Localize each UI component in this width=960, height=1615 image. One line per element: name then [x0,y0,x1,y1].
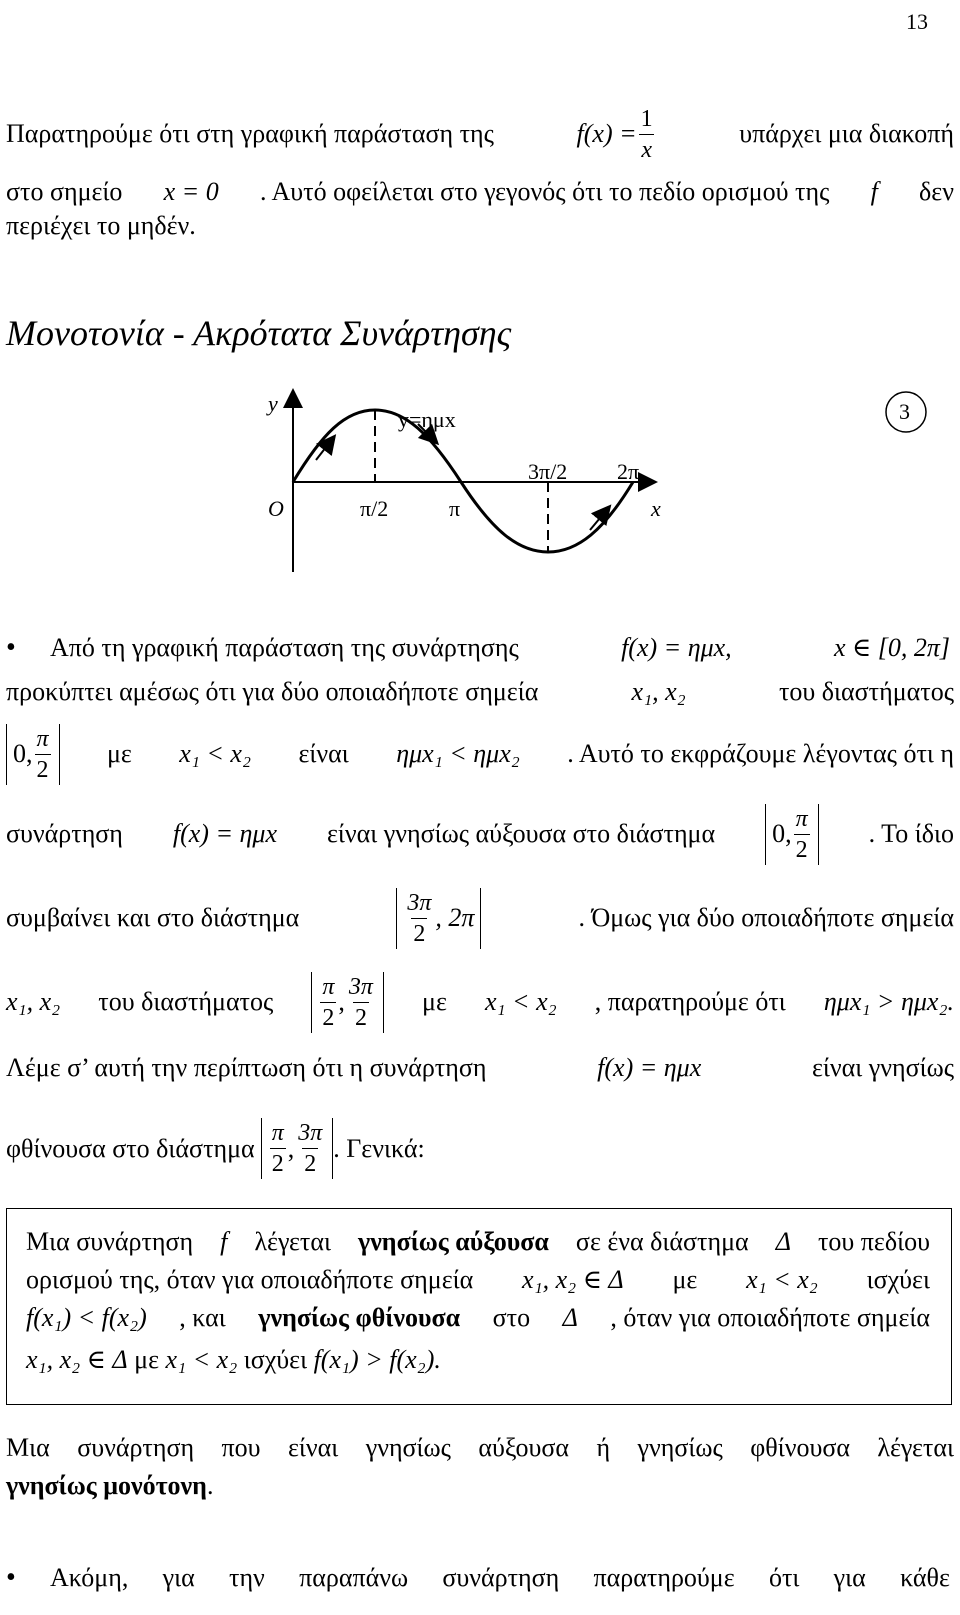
interval-3pi-2-2pi: $\frac{3\pi}{2}$ , 2π [396,888,481,949]
interval-0-pi-2-b: 0, $\frac{\pi}{2}$ [765,804,819,865]
tick-2pi: 2π [617,459,640,484]
def-line-4: x₁, x₂ ∈ Δ με x₁ < x₂ ισχύει f(x₁) > f(x₂). [26,1345,441,1374]
bullet-2: • [6,1562,16,1593]
def-line-2: ορισμού της, όταν για οποιαδήποτε σημεία x₁, x₂ ∈ Δ με x₁ < x₂ ισχύει [26,1265,930,1294]
para3-line-1: Ακόμη, για την παραπάνω συνάρτηση παρατηρούμε ότι για κάθε [50,1563,950,1592]
para1-line-2: προκύπτει αμέσως ότι για δύο οποιαδήποτε σημεία x₁, x₂ του διαστήματος [6,677,954,706]
para1-line-7: Λέμε σ’ αυτή την περίπτωση ότι η συνάρτηση f(x) = ημx είναι γνησίως [6,1053,954,1082]
term-strictly-increasing: γνησίως αύξουσα [358,1227,549,1256]
para2-line-2: γνησίως μονότονη. [6,1471,214,1500]
figure-number: 3 [899,399,910,424]
tick-pi: π [449,496,461,521]
para2-line-1: Μια συνάρτηση που είναι γνησίως αύξουσα ή γνησίως φθίνουσα λέγεται [6,1433,954,1462]
def-line-3: f(x₁) < f(x₂) , και γνησίως φθίνουσα στο Δ , όταν για οποιαδήποτε σημεία [26,1303,930,1332]
tick-pi-2: π/2 [360,496,389,521]
sine-graph [0,380,960,590]
page-number: 13 [906,9,928,34]
y-axis-label: y [268,391,278,416]
intro-line-2: στο σημείο x = 0 . Αυτό οφείλεται στο γεγονός ότι το πεδίο ορισμού της f δεν [6,177,954,206]
para1-line-6: x₁, x₂ του διαστήματος $\frac{\pi}{2}$ , $\frac{3\pi}{2}$ με x₁ < x₂ , παρατηρούμε ότι ημx₁ > ημx₂. [6,973,954,1031]
interval-0-pi-2: 0, $\frac{\pi}{2}$ [6,724,60,785]
intro-line-3: περιέχει το μηδέν. [6,211,196,240]
bullet-1: • [6,632,16,663]
para1-line-4: συνάρτηση f(x) = ημx είναι γνησίως αύξουσα στο διάστημα 0, $\frac{\pi}{2}$ . Το ίδιο [6,805,954,863]
para1-line-1: Από τη γραφική παράσταση της συνάρτησης f(x) = ημx, x ∈ [0, 2π] [50,633,950,662]
fraction-one-over-x: $\frac{1}{x}$ [640,105,653,163]
curve-label: y=ημx [398,407,456,432]
x-axis-label: x [651,496,661,521]
interval-pi-2-3pi-2: $\frac{\pi}{2}$ , $\frac{3\pi}{2}$ [311,972,384,1033]
def-line-1: Μια συνάρτηση f λέγεται γνησίως αύξουσα σε ένα διάστημα Δ του πεδίου [26,1227,930,1256]
section-title: Μονοτονία - Ακρότατα Συνάρτησης [6,313,512,353]
interval-pi-2-3pi-2-b: $\frac{\pi}{2}$ , $\frac{3\pi}{2}$ [261,1118,334,1179]
term-strictly-monotone: γνησίως μονότονη [6,1471,207,1500]
para1-line-3: 0, $\frac{\pi}{2}$ με x₁ < x₂ είναι ημx₁ < ημx₂ . Αυτό το εκφράζουμε λέγοντας ότι η [6,738,954,770]
tick-3pi-2: 3π/2 [528,459,568,484]
term-strictly-decreasing: γνησίως φθίνουσα [258,1303,461,1332]
para1-line-5: συμβαίνει και στο διάστημα $\frac{3\pi}{2}$ , 2π . Όμως για δύο οποιαδήποτε σημεία [6,889,954,947]
intro-line-1: Παρατηρούμε ότι στη γραφική παράσταση της f(x) = $\frac{1}{x}$ υπάρχει μια διακοπή [6,105,954,163]
origin-label: O [268,496,284,521]
para1-line-8: φθίνουσα στο διάστημα $\frac{\pi}{2}$ , $\frac{3\pi}{2}$ . Γενικά: [6,1120,425,1177]
